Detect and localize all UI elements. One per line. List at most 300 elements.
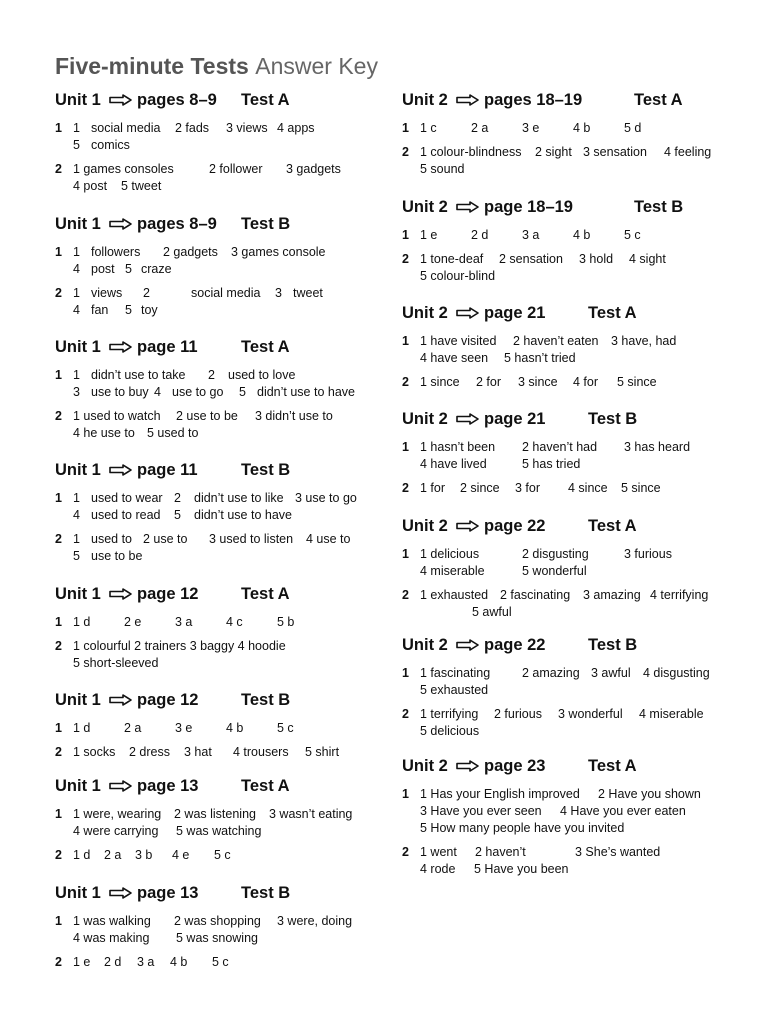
question-number: 1: [402, 666, 409, 680]
answer-item: 5 delicious: [420, 724, 480, 738]
page-reference: pages 18–19: [484, 91, 583, 109]
unit-label: Unit 1: [55, 777, 101, 795]
answer-item: 2 follower: [209, 162, 263, 176]
answer-item: 1 games consoles: [73, 162, 174, 176]
answer-item: 4 b: [170, 955, 188, 969]
question-answers: [402, 587, 742, 621]
answer-item: social media: [191, 286, 261, 300]
answer-item: 2: [208, 368, 215, 382]
answer-item: 1 for: [420, 481, 446, 495]
answer-item: 2 sensation: [499, 252, 563, 266]
question-number: 1: [55, 491, 62, 505]
question-number: 1: [402, 440, 409, 454]
arrow-right-icon: [456, 520, 480, 532]
answer-item: 1 Has your English improved: [420, 787, 580, 801]
answer-item: 4: [73, 508, 80, 522]
answer-item: 5: [239, 385, 246, 399]
answer-item: 3 amazing: [583, 588, 641, 602]
answer-item: 3 hold: [579, 252, 614, 266]
answer-section: [55, 583, 395, 670]
test-label: Test A: [588, 304, 637, 322]
page-reference: page 13: [137, 777, 199, 795]
page-reference: page 21: [484, 304, 546, 322]
answer-item: 3 e: [175, 721, 193, 735]
answer-item: 2 dress: [129, 745, 170, 759]
answer-item: fan: [91, 303, 109, 317]
question-answers: [55, 285, 395, 319]
answer-item: 2 a: [104, 848, 122, 862]
section-heading: [402, 755, 742, 777]
section-heading: [402, 634, 742, 656]
answer-item: post: [91, 262, 115, 276]
test-label: Test B: [241, 884, 291, 902]
answer-item: 2 was shopping: [174, 914, 261, 928]
answer-item: 3 furious: [624, 547, 672, 561]
arrow-right-icon: [109, 94, 133, 106]
answer-item: 3 sensation: [583, 145, 647, 159]
answer-item: 3 for: [515, 481, 541, 495]
question-number: 1: [402, 547, 409, 561]
test-label: Test B: [241, 691, 291, 709]
question-answers: [55, 847, 395, 864]
answer-item: 5 was snowing: [176, 931, 258, 945]
question-answers: [402, 120, 742, 137]
answer-item: 2 for: [476, 375, 502, 389]
answer-section: [55, 882, 395, 969]
answer-item: 5: [174, 508, 181, 522]
answer-item: 1 exhausted: [420, 588, 489, 602]
page-reference: page 12: [137, 585, 199, 603]
section-heading: [55, 882, 395, 904]
question-number: 1: [55, 368, 62, 382]
question-number: 1: [402, 228, 409, 242]
answer-section: [402, 634, 742, 738]
answer-item: use to be: [91, 549, 143, 563]
answer-item: didn’t use to like: [194, 491, 284, 505]
answer-item: 2 fads: [175, 121, 210, 135]
question-answers: [402, 844, 742, 878]
answer-item: 4: [154, 385, 161, 399]
answer-item: 1 since: [420, 375, 460, 389]
question-number: 2: [402, 145, 409, 159]
answer-item: 5 b: [277, 615, 295, 629]
question-number: 2: [402, 845, 409, 859]
arrow-right-icon: [109, 218, 133, 230]
answer-item: 1 fascinating: [420, 666, 491, 680]
answer-item: 2 haven’t: [475, 845, 526, 859]
answer-item: 2 amazing: [522, 666, 580, 680]
answer-item: 4: [73, 303, 80, 317]
answer-item: 2 d: [104, 955, 122, 969]
question-answers: [402, 665, 742, 699]
test-label: Test A: [241, 585, 290, 603]
section-heading: [402, 89, 742, 111]
section-heading: [55, 459, 395, 481]
arrow-right-icon: [456, 413, 480, 425]
question-answers: [55, 490, 395, 524]
answer-item: 3 has heard: [624, 440, 691, 454]
question-number: 1: [55, 807, 62, 821]
answer-item: 1: [73, 491, 80, 505]
answer-item: 2: [174, 491, 181, 505]
answer-item: 5 c: [212, 955, 229, 969]
answer-item: 4 terrifying: [650, 588, 709, 602]
answer-item: 1 terrifying: [420, 707, 479, 721]
question-answers: [55, 806, 395, 840]
answer-item: 4 for: [573, 375, 599, 389]
arrow-right-icon: [456, 639, 480, 651]
answer-item: 2 Have you shown: [598, 787, 701, 801]
answer-item: 4 trousers: [233, 745, 289, 759]
question-number: 1: [402, 787, 409, 801]
unit-label: Unit 2: [402, 198, 448, 216]
answer-item: use to buy: [91, 385, 149, 399]
answer-item: 4 miserable: [639, 707, 704, 721]
answer-item: 4 disgusting: [643, 666, 710, 680]
answer-item: comics: [91, 138, 130, 152]
answer-item: 2 gadgets: [163, 245, 218, 259]
question-answers: [55, 954, 395, 971]
answer-item: 4 have seen: [420, 351, 489, 365]
question-number: 2: [55, 532, 62, 546]
answer-item: 1 e: [73, 955, 91, 969]
answer-item: 3 wasn’t eating: [269, 807, 353, 821]
answer-item: 1 went: [420, 845, 457, 859]
answer-section: [402, 755, 742, 876]
question-answers: [55, 161, 395, 195]
answer-item: 5 was watching: [176, 824, 262, 838]
answer-item: 2 haven’t had: [522, 440, 598, 454]
answer-item: 1: [73, 245, 80, 259]
question-answers: [402, 227, 742, 244]
answer-item: 5 exhausted: [420, 683, 489, 697]
answer-item: 4 b: [573, 121, 591, 135]
answer-item: 3 since: [518, 375, 558, 389]
answer-item: toy: [141, 303, 158, 317]
page-reference: page 11: [137, 338, 198, 356]
answer-item: 3 Have you ever seen: [420, 804, 542, 818]
answer-item: 3 hat: [184, 745, 212, 759]
answer-item: 5: [125, 303, 132, 317]
answer-item: 5 c: [214, 848, 231, 862]
answer-item: 4 feeling: [664, 145, 712, 159]
page-reference: page 18–19: [484, 198, 573, 216]
answer-section: [55, 89, 395, 193]
answer-item: 1 colourful 2 trainers 3 baggy 4 hoodie: [73, 639, 286, 653]
answer-item: 2 fascinating: [500, 588, 571, 602]
question-answers: [402, 480, 742, 497]
unit-label: Unit 2: [402, 517, 448, 535]
question-number: 2: [402, 481, 409, 495]
section-heading: [55, 583, 395, 605]
test-label: Test B: [634, 198, 684, 216]
answer-item: 3 b: [135, 848, 153, 862]
question-answers: [402, 144, 742, 178]
page-reference: page 13: [137, 884, 199, 902]
answer-item: 5: [125, 262, 132, 276]
test-label: Test B: [241, 461, 291, 479]
answer-item: 4 have lived: [420, 457, 487, 471]
page-reference: pages 8–9: [137, 91, 217, 109]
answer-item: 2 sight: [535, 145, 572, 159]
section-heading: [55, 89, 395, 111]
answer-item: 2 since: [460, 481, 500, 495]
answer-item: 4 b: [573, 228, 591, 242]
answer-item: 2 disgusting: [522, 547, 589, 561]
answer-item: 5 short-sleeved: [73, 656, 159, 670]
question-answers: [55, 244, 395, 278]
question-number: 2: [402, 588, 409, 602]
answer-item: 1: [73, 121, 80, 135]
arrow-right-icon: [109, 887, 133, 899]
question-answers: [55, 367, 395, 401]
section-heading: [55, 213, 395, 235]
answer-item: 5 wonderful: [522, 564, 587, 578]
answer-item: 1 colour-blindness: [420, 145, 522, 159]
question-number: 1: [402, 334, 409, 348]
question-number: 2: [402, 375, 409, 389]
unit-label: Unit 1: [55, 884, 101, 902]
answer-item: 3 gadgets: [286, 162, 341, 176]
question-number: 2: [402, 707, 409, 721]
answer-item: 4 were carrying: [73, 824, 159, 838]
page-reference: pages 8–9: [137, 215, 217, 233]
answer-item: 2 a: [471, 121, 489, 135]
answer-item: 1 have visited: [420, 334, 497, 348]
answer-item: 2 use to: [143, 532, 188, 546]
arrow-right-icon: [109, 341, 133, 353]
section-heading: [55, 336, 395, 358]
answer-item: 5: [73, 138, 80, 152]
answer-item: 5 d: [624, 121, 642, 135]
test-label: Test A: [241, 777, 290, 795]
answer-item: 5 has tried: [522, 457, 581, 471]
answer-section: [55, 775, 395, 862]
question-number: 2: [55, 955, 62, 969]
question-number: 1: [55, 615, 62, 629]
arrow-right-icon: [109, 464, 133, 476]
question-answers: [55, 120, 395, 154]
question-number: 1: [402, 121, 409, 135]
test-label: Test A: [588, 757, 637, 775]
arrow-right-icon: [456, 307, 480, 319]
answer-item: 4 rode: [420, 862, 456, 876]
answer-item: 5 tweet: [121, 179, 162, 193]
arrow-right-icon: [456, 201, 480, 213]
question-answers: [402, 786, 742, 837]
page-reference: page 11: [137, 461, 198, 479]
answer-item: 4 b: [226, 721, 244, 735]
answer-item: 1 socks: [73, 745, 116, 759]
answer-item: 1 used to watch: [73, 409, 161, 423]
answer-item: followers: [91, 245, 141, 259]
answer-item: 3 She’s wanted: [575, 845, 661, 859]
answer-item: 4 sight: [629, 252, 666, 266]
answer-item: 4: [73, 262, 80, 276]
test-label: Test B: [241, 215, 291, 233]
answer-item: 5 used to: [147, 426, 199, 440]
answer-item: 5 awful: [472, 605, 512, 619]
question-answers: [402, 439, 742, 473]
answer-item: 5 c: [277, 721, 294, 735]
answer-item: 5: [73, 549, 80, 563]
unit-label: Unit 2: [402, 410, 448, 428]
answer-item: 4 c: [226, 615, 243, 629]
answer-item: 4 apps: [277, 121, 315, 135]
answer-item: 2 use to be: [176, 409, 238, 423]
unit-label: Unit 2: [402, 757, 448, 775]
page-reference: page 23: [484, 757, 546, 775]
answer-item: 2 haven’t eaten: [513, 334, 599, 348]
section-heading: [55, 689, 395, 711]
question-answers: [402, 251, 742, 285]
page-reference: page 21: [484, 410, 546, 428]
answer-item: 1: [73, 286, 80, 300]
answer-item: didn’t use to have: [257, 385, 355, 399]
answer-section: [402, 515, 742, 619]
answer-item: 4 e: [172, 848, 190, 862]
answer-item: 1 was walking: [73, 914, 151, 928]
question-number: 2: [55, 745, 62, 759]
question-answers: [402, 333, 742, 367]
page-title-bold: Five-minute Tests: [55, 53, 249, 79]
question-number: 1: [55, 914, 62, 928]
answer-item: 4 post: [73, 179, 108, 193]
question-answers: [402, 546, 742, 580]
test-label: Test A: [588, 517, 637, 535]
question-number: 2: [402, 252, 409, 266]
test-label: Test B: [588, 410, 638, 428]
page-reference: page 22: [484, 636, 546, 654]
unit-label: Unit 1: [55, 91, 101, 109]
answer-item: views: [91, 286, 123, 300]
answer-item: didn’t use to take: [91, 368, 186, 382]
question-answers: [55, 744, 395, 761]
answer-item: 5 since: [621, 481, 661, 495]
arrow-right-icon: [109, 780, 133, 792]
answer-item: 4 Have you ever eaten: [560, 804, 686, 818]
unit-label: Unit 2: [402, 91, 448, 109]
answer-item: 3 used to listen: [209, 532, 294, 546]
section-heading: [402, 302, 742, 324]
answer-item: 1 delicious: [420, 547, 480, 561]
answer-item: 1 tone-deaf: [420, 252, 484, 266]
answer-item: 5 hasn’t tried: [504, 351, 576, 365]
unit-label: Unit 2: [402, 636, 448, 654]
unit-label: Unit 1: [55, 691, 101, 709]
section-heading: [402, 196, 742, 218]
answer-item: 2 d: [471, 228, 489, 242]
answer-item: 1: [73, 532, 80, 546]
answer-section: [55, 689, 395, 759]
answer-section: [402, 302, 742, 389]
answer-item: use to go: [172, 385, 224, 399]
answer-item: social media: [91, 121, 161, 135]
answer-item: 2 e: [124, 615, 142, 629]
answer-item: 1 d: [73, 848, 91, 862]
answer-item: 3: [275, 286, 282, 300]
page-title-light: Answer Key: [255, 53, 378, 79]
answer-section: [55, 459, 395, 563]
answer-item: 3 use to go: [295, 491, 357, 505]
answer-item: 5 sound: [420, 162, 465, 176]
page-reference: page 22: [484, 517, 546, 535]
question-number: 2: [55, 409, 62, 423]
test-label: Test A: [241, 338, 290, 356]
answer-item: 1 d: [73, 721, 91, 735]
answer-item: didn’t use to have: [194, 508, 292, 522]
unit-label: Unit 1: [55, 461, 101, 479]
arrow-right-icon: [109, 694, 133, 706]
answer-item: used to love: [228, 368, 296, 382]
answer-item: 3 awful: [591, 666, 631, 680]
answer-item: 4 since: [568, 481, 608, 495]
page-reference: page 12: [137, 691, 199, 709]
unit-label: Unit 2: [402, 304, 448, 322]
answer-item: 1: [73, 368, 80, 382]
section-heading: [55, 775, 395, 797]
question-number: 1: [55, 245, 62, 259]
unit-label: Unit 1: [55, 585, 101, 603]
unit-label: Unit 1: [55, 338, 101, 356]
question-answers: [55, 638, 395, 672]
question-number: 1: [55, 721, 62, 735]
answer-item: 1 e: [420, 228, 438, 242]
answer-item: 3 have, had: [611, 334, 677, 348]
answer-item: used to: [91, 532, 133, 546]
answer-item: 4 miserable: [420, 564, 485, 578]
section-heading: [402, 515, 742, 537]
answer-item: 3 wonderful: [558, 707, 623, 721]
question-answers: [402, 374, 742, 391]
answer-item: tweet: [293, 286, 323, 300]
answer-item: 3 a: [175, 615, 193, 629]
answer-section: [402, 196, 742, 283]
answer-item: 4 was making: [73, 931, 150, 945]
question-number: 2: [55, 848, 62, 862]
answer-item: 3: [73, 385, 80, 399]
answer-section: [402, 89, 742, 176]
question-number: 1: [55, 121, 62, 135]
answer-item: 5 How many people have you invited: [420, 821, 625, 835]
answer-item: 5 Have you been: [474, 862, 569, 876]
answer-section: [55, 336, 395, 440]
answer-item: 1 c: [420, 121, 437, 135]
answer-item: 3 were, doing: [277, 914, 353, 928]
page-title: [55, 51, 378, 81]
test-label: Test B: [588, 636, 638, 654]
arrow-right-icon: [109, 588, 133, 600]
question-number: 2: [55, 639, 62, 653]
question-answers: [55, 720, 395, 737]
test-label: Test A: [634, 91, 683, 109]
answer-item: 2 a: [124, 721, 142, 735]
question-answers: [55, 913, 395, 947]
question-answers: [402, 706, 742, 740]
answer-item: 1 d: [73, 615, 91, 629]
answer-item: 1 were, wearing: [73, 807, 162, 821]
question-answers: [55, 614, 395, 631]
answer-item: 3 didn’t use to: [255, 409, 333, 423]
answer-item: 5 shirt: [305, 745, 340, 759]
answer-section: [402, 408, 742, 495]
answer-item: 2: [143, 286, 150, 300]
section-heading: [402, 408, 742, 430]
answer-item: 1 hasn’t been: [420, 440, 496, 454]
answer-item: used to read: [91, 508, 161, 522]
answer-item: 2 was listening: [174, 807, 256, 821]
answer-item: 3 views: [226, 121, 268, 135]
